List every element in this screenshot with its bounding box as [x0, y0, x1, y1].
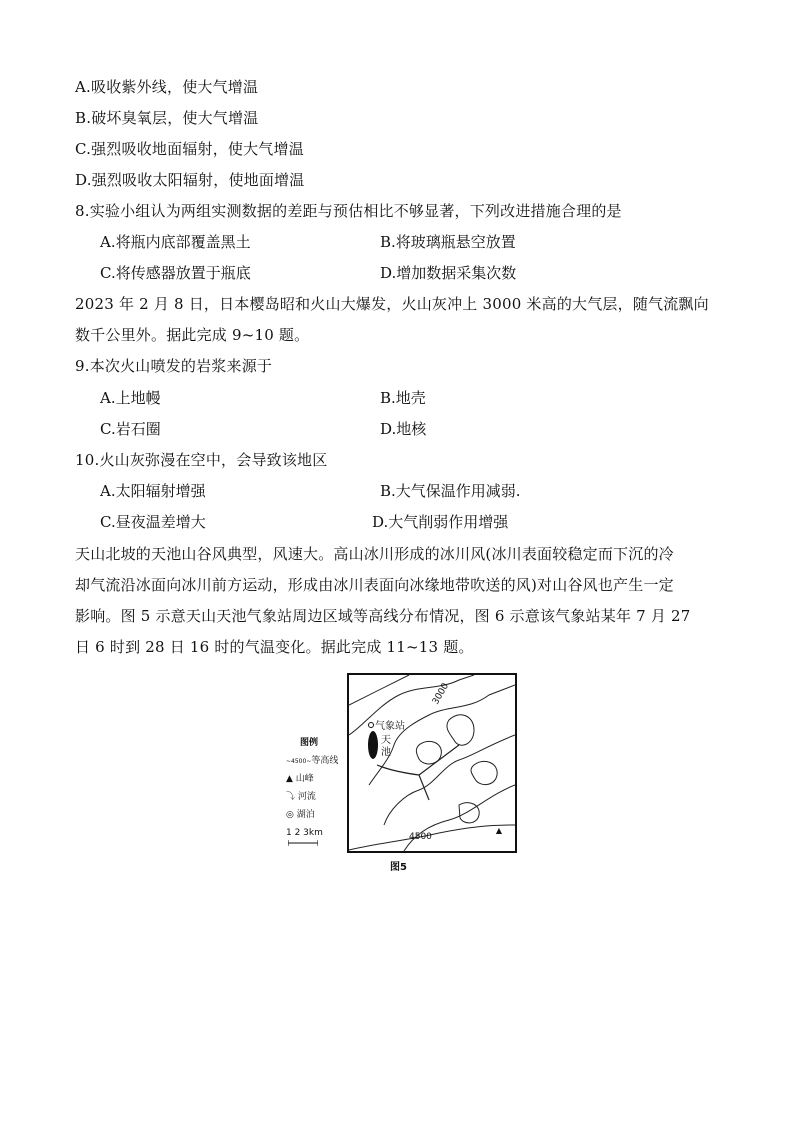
passage2-line3: 影响。图 5 示意天山天池气象站周边区域等高线分布情况，图 6 示意该气象站某年 7 月 27	[75, 607, 691, 625]
legend-river	[286, 792, 316, 802]
q8-stem: 8.实验小组认为两组实测数据的差距与预估相比不够显著，下列改进措施合理的是	[75, 202, 622, 220]
q7-option-d: D.强烈吸收太阳辐射，使地面增温	[75, 171, 305, 189]
q7-option-a: A.吸收紫外线，使大气增温	[75, 78, 259, 96]
peak-icon: ▲	[286, 774, 293, 784]
label-contour-3000: 3000	[430, 681, 452, 707]
q7-option-b: B.破坏臭氧层，使大气增温	[75, 109, 259, 127]
label-station: 气象站	[375, 721, 405, 732]
q7-option-c: C.强烈吸收地面辐射，使大气增温	[75, 140, 304, 158]
q9-option-c: C.岩石圈	[100, 420, 161, 438]
q10-option-a: A.太阳辐射增强	[100, 482, 206, 500]
legend-river-label: 河流	[297, 792, 316, 802]
label-lake-2: 池	[381, 747, 391, 758]
legend-lake	[286, 810, 315, 820]
q8-option-b: B.将玻璃瓶悬空放置	[380, 233, 516, 251]
q8-option-a: A.将瓶内底部覆盖黑土	[100, 233, 251, 251]
q10-stem: 10.火山灰弥漫在空中，会导致该地区	[75, 451, 328, 469]
q10-option-c: C.昼夜温差增大	[100, 513, 206, 531]
legend-peak-label: 山峰	[295, 774, 314, 784]
q10-option-d: D.大气削弱作用增强	[372, 513, 509, 531]
legend-contour	[286, 756, 338, 767]
figure-caption: 图5	[390, 862, 407, 873]
legend-peak	[286, 774, 314, 784]
passage2-line1: 天山北坡的天池山谷风典型，风速大。高山冰川形成的冰川风(冰川表面较稳定而下沉的冷	[75, 545, 674, 563]
label-lake-1: 天	[381, 735, 391, 746]
lake-shape	[368, 731, 378, 759]
scale-label: 1 2 3km	[286, 828, 323, 838]
figure-5	[280, 668, 525, 880]
station-icon	[369, 723, 374, 728]
contour-lines	[349, 675, 515, 851]
passage1-line1: 2023 年 2 月 8 日，日本樱岛昭和火山大爆发，火山灰冲上 3000 米高的大气层，随气流飘向	[75, 295, 709, 313]
q9-stem: 9.本次火山喷发的岩浆来源于	[75, 357, 273, 375]
legend-lake-label: 湖泊	[296, 810, 315, 820]
passage2-line4: 日 6 时到 28 日 16 时的气温变化。据此完成 11~13 题。	[75, 638, 474, 656]
q9-option-b: B.地壳	[380, 389, 426, 407]
contour-map	[347, 673, 517, 853]
q8-option-d: D.增加数据采集次数	[380, 264, 517, 282]
legend-contour-value: 4500	[291, 758, 307, 765]
legend-scale	[286, 828, 323, 838]
legend-title: 图例	[300, 738, 319, 748]
q10-option-b: B.大气保温作用减弱.	[380, 482, 521, 500]
q9-option-a: A.上地幔	[100, 389, 161, 407]
legend-contour-label: 等高线	[311, 756, 339, 766]
map-legend	[280, 668, 348, 848]
legend-contour-line: ~4500~	[286, 758, 312, 765]
q9-option-d: D.地核	[380, 420, 427, 438]
passage1-line2: 数千公里外。据此完成 9~10 题。	[75, 326, 310, 344]
river-icon: ⤵	[286, 792, 296, 802]
scale-bar	[288, 840, 318, 846]
peak-marker: ▲	[495, 826, 503, 835]
lake-icon: ◎	[286, 810, 294, 820]
passage2-line2: 却气流沿冰面向冰川前方运动，形成由冰川表面向冰缘地带吹送的风)对山谷风也产生一定	[75, 576, 674, 594]
label-contour-4500: 4500	[409, 832, 432, 842]
q8-option-c: C.将传感器放置于瓶底	[100, 264, 251, 282]
